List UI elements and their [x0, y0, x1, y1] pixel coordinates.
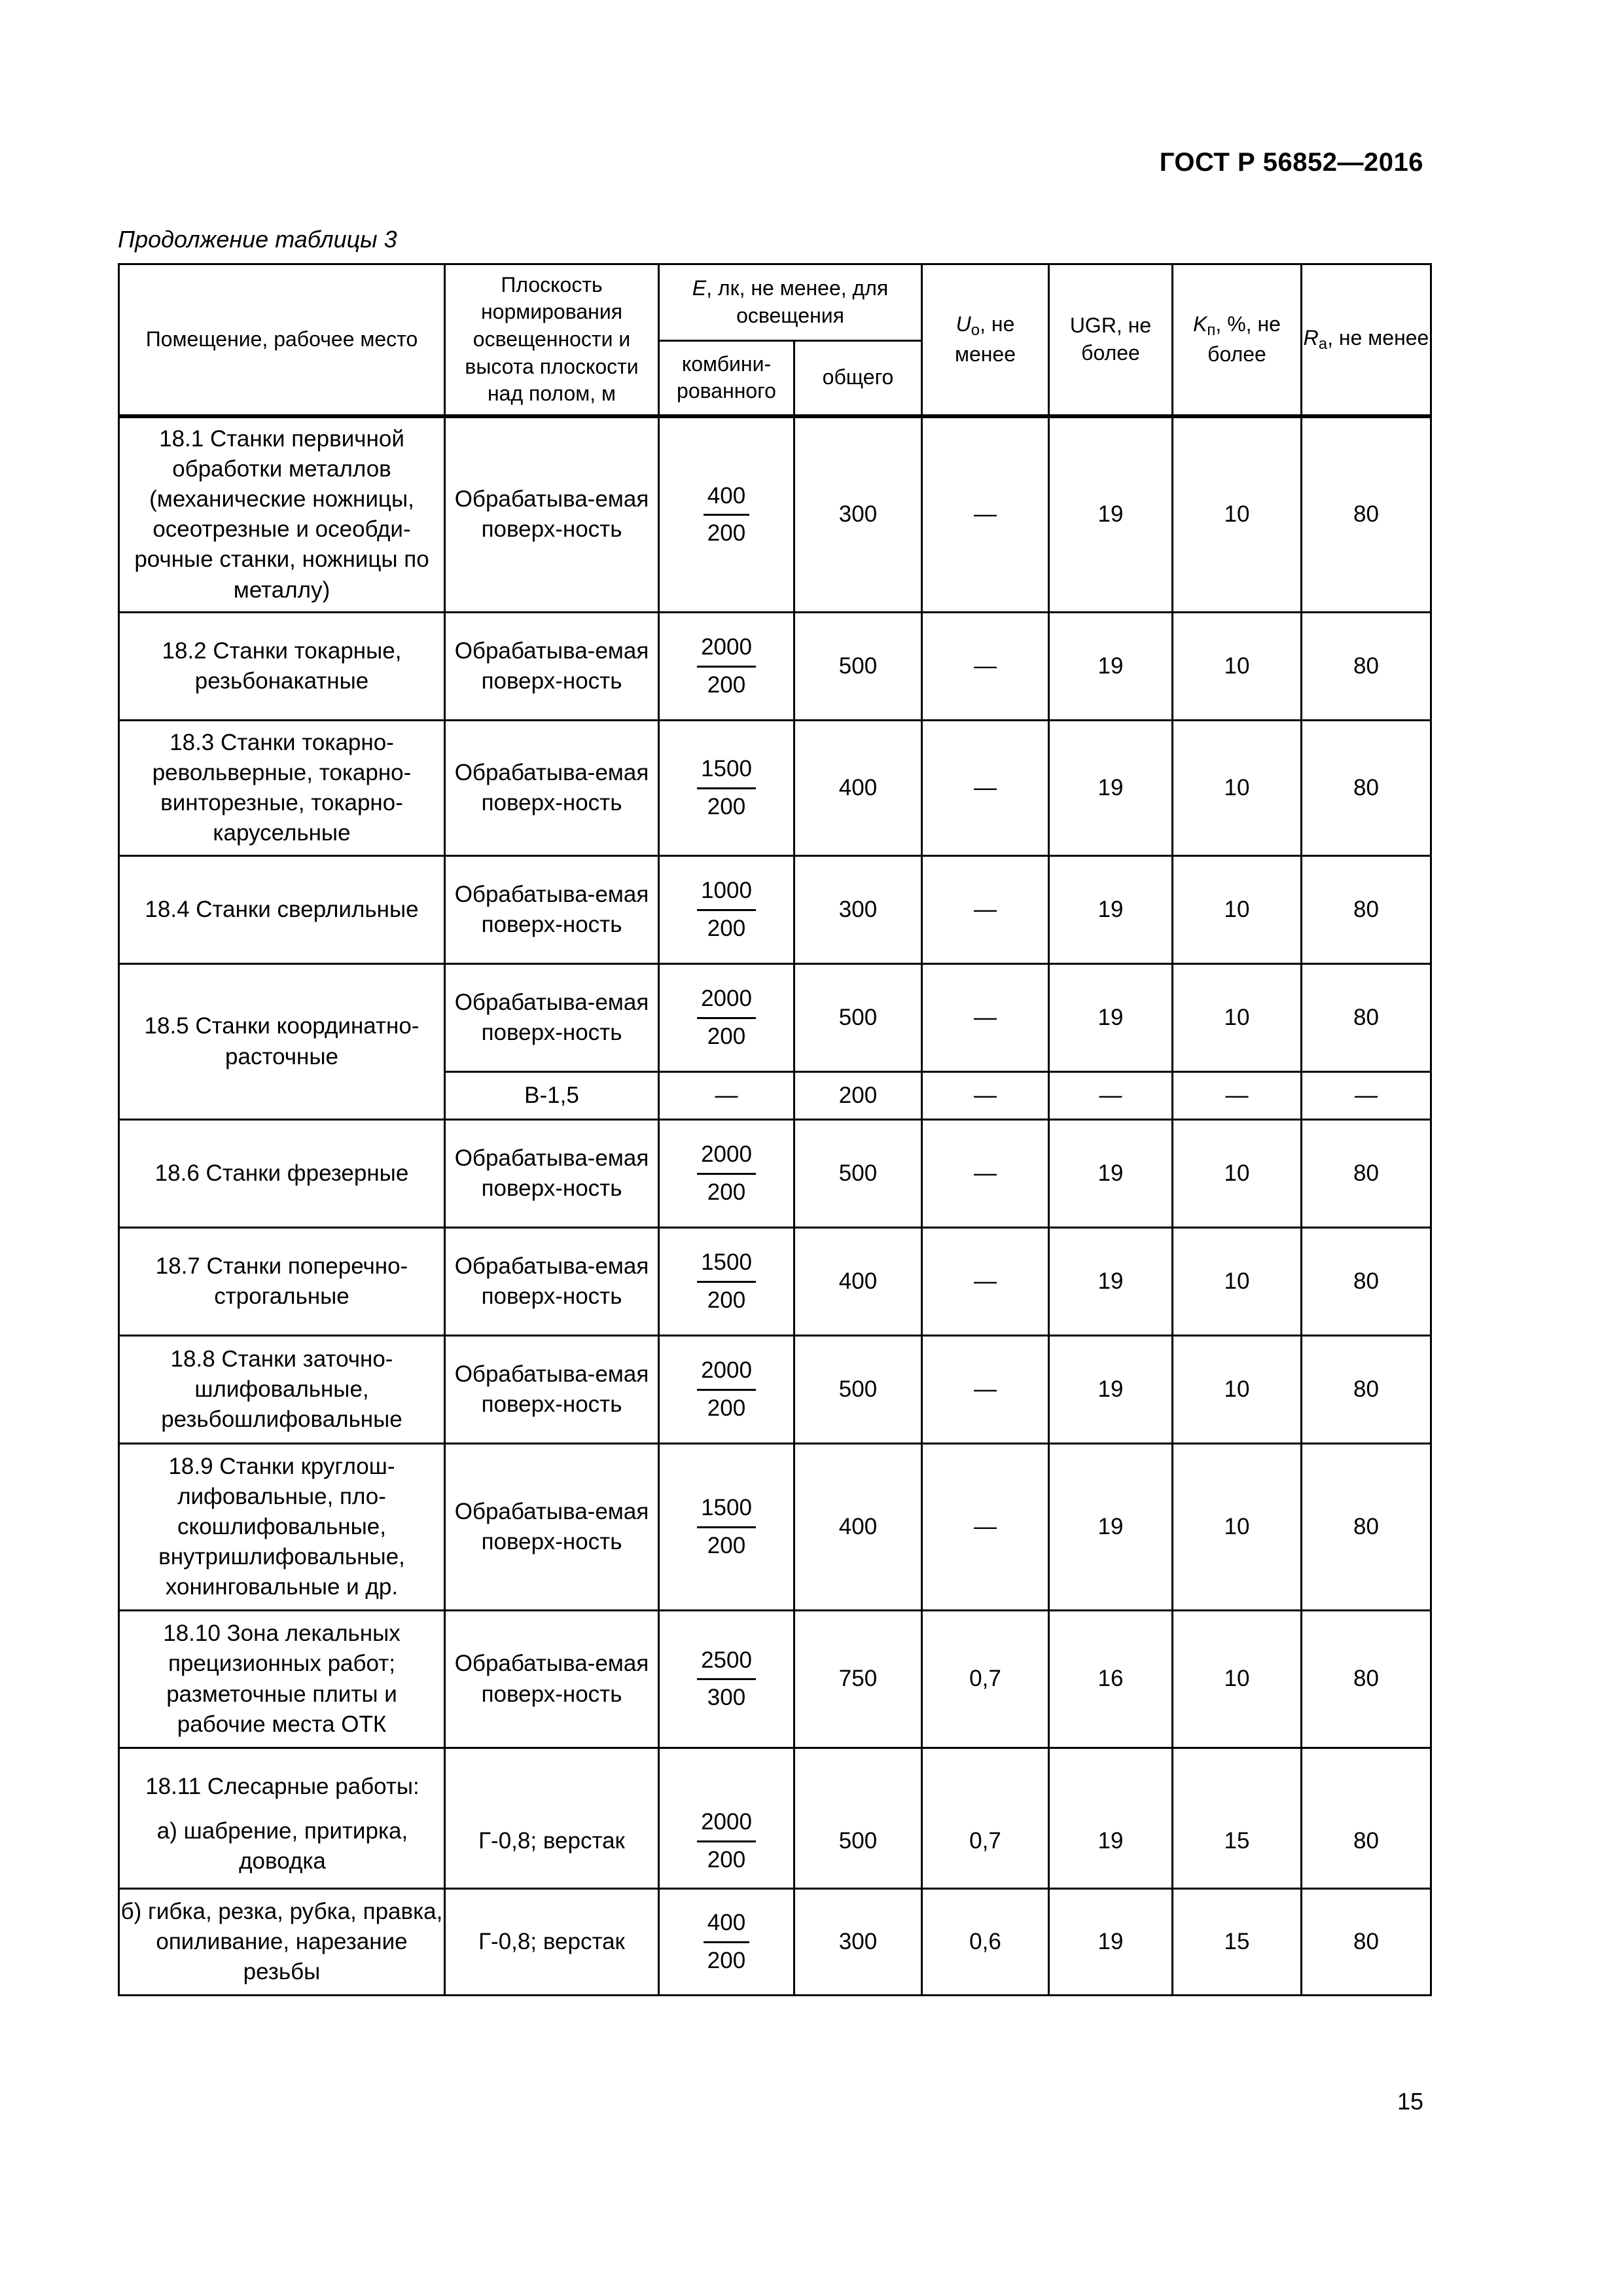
- cell-combined: [659, 1444, 794, 1611]
- cell-uo: —: [922, 856, 1049, 964]
- cell-uo: 0,7: [922, 1748, 1049, 1889]
- cell-ugr: 19: [1049, 1336, 1173, 1444]
- cell-room: б) гибка, резка, рубка, правка, опиливание, нарезание резьбы: [119, 1889, 445, 1996]
- cell-room: 18.1 Станки первичной обработки металлов (механические ножницы, осеотрезные и осеобди-рочные станки, ножницы по металлу): [119, 416, 445, 613]
- cell-general: 400: [794, 1228, 922, 1336]
- header-ra-label: , не менее: [1327, 326, 1429, 350]
- document-code: ГОСТ Р 56852—2016: [1159, 148, 1423, 177]
- cell-room: 18.6 Станки фрезерные: [119, 1120, 445, 1228]
- fraction-denominator: 200: [707, 672, 746, 698]
- cell-room: 18.5 Станки координатно-расточные: [119, 964, 445, 1120]
- fraction-numerator: 400: [704, 481, 749, 516]
- fraction-numerator: 2000: [697, 1139, 756, 1174]
- fraction: [697, 1645, 756, 1713]
- cell-ra: 80: [1302, 613, 1431, 721]
- fraction: [697, 1807, 756, 1874]
- cell-combined: [659, 856, 794, 964]
- fraction: [697, 984, 756, 1051]
- cell-kp: 10: [1173, 1336, 1302, 1444]
- cell-kp: 10: [1173, 1120, 1302, 1228]
- header-ra-symbol: R: [1303, 326, 1319, 350]
- cell-plane: В-1,5: [445, 1072, 659, 1120]
- header-e-label: , лк, не менее, для освещения: [706, 276, 889, 327]
- cell-room: 18.3 Станки токарно-револьверные, токарно-винторезные, токарно-карусельные: [119, 721, 445, 856]
- cell-ra: 80: [1302, 416, 1431, 613]
- cell-general: 500: [794, 613, 922, 721]
- header-uo-symbol: U: [955, 312, 971, 336]
- cell-kp: 10: [1173, 613, 1302, 721]
- cell-room: 18.9 Станки круглош-лифовальные, пло-скошлифовальные, внутришлифовальные, хонинговальные и др.: [119, 1444, 445, 1611]
- cell-ugr: 19: [1049, 613, 1173, 721]
- cell-plane: Обрабатыва-емая поверх-ность: [445, 721, 659, 856]
- cell-room: [119, 1748, 445, 1889]
- cell-ugr: 19: [1049, 1120, 1173, 1228]
- cell-kp: 10: [1173, 1444, 1302, 1611]
- fraction-denominator: 200: [707, 915, 746, 941]
- cell-plane: Обрабатыва-емая поверх-ность: [445, 1336, 659, 1444]
- header-uo-label: , не менее: [954, 312, 1016, 366]
- cell-general: 200: [794, 1072, 922, 1120]
- cell-general: 300: [794, 856, 922, 964]
- table-caption: Продолжение таблицы 3: [118, 226, 397, 253]
- header-general-label: общего: [822, 365, 894, 389]
- cell-kp: 10: [1173, 721, 1302, 856]
- header-e-symbol: E: [692, 276, 707, 300]
- cell-combined: [659, 964, 794, 1072]
- header-ra: [1302, 264, 1431, 416]
- cell-general: 500: [794, 964, 922, 1072]
- table-header: [119, 264, 1431, 416]
- cell-uo: —: [922, 964, 1049, 1072]
- cell-plane: Обрабатыва-емая поверх-ность: [445, 416, 659, 613]
- fraction-denominator: 200: [707, 1395, 746, 1421]
- cell-kp: 10: [1173, 964, 1302, 1072]
- cell-plane: Обрабатыва-емая поверх-ность: [445, 964, 659, 1072]
- table-row: [119, 1444, 1431, 1611]
- cell-ugr: 19: [1049, 1444, 1173, 1611]
- cell-uo: 0,6: [922, 1889, 1049, 1996]
- cell-ra: —: [1302, 1072, 1431, 1120]
- cell-room: 18.7 Станки поперечно-строгальные: [119, 1228, 445, 1336]
- cell-ra: 80: [1302, 721, 1431, 856]
- fraction: [697, 754, 756, 821]
- cell-combined: [659, 1748, 794, 1889]
- cell-plane: Обрабатыва-емая поверх-ность: [445, 1120, 659, 1228]
- fraction-numerator: 1500: [697, 1247, 756, 1282]
- table-row: [119, 1889, 1431, 1996]
- fraction: [697, 1247, 756, 1315]
- cell-ugr: 19: [1049, 1889, 1173, 1996]
- cell-general: 300: [794, 1889, 922, 1996]
- fraction-denominator: 200: [707, 1532, 746, 1558]
- cell-room: 18.4 Станки сверлильные: [119, 856, 445, 964]
- cell-plane: Обрабатыва-емая поверх-ность: [445, 613, 659, 721]
- fraction-numerator: 2500: [697, 1645, 756, 1680]
- cell-plane: Обрабатыва-емая поверх-ность: [445, 1611, 659, 1748]
- header-room: [119, 264, 445, 416]
- cell-general: 500: [794, 1120, 922, 1228]
- fraction: [697, 1355, 756, 1423]
- table-row: [119, 964, 1431, 1072]
- header-uo: [922, 264, 1049, 416]
- fraction-denominator: 200: [707, 1947, 746, 1973]
- cell-general: 750: [794, 1611, 922, 1748]
- header-combined: [659, 341, 794, 416]
- cell-room: 18.8 Станки заточно-шлифовальные, резьбошлифовальные: [119, 1336, 445, 1444]
- cell-ra: 80: [1302, 964, 1431, 1072]
- fraction-denominator: 200: [707, 1179, 746, 1205]
- page-number: 15: [1397, 2088, 1423, 2115]
- cell-combined: [659, 416, 794, 613]
- fraction-denominator: 300: [707, 1685, 746, 1710]
- header-ra-sub: a: [1318, 335, 1328, 353]
- header-kp-sub: п: [1207, 321, 1216, 340]
- fraction-numerator: 2000: [697, 1355, 756, 1390]
- table-body: [119, 416, 1431, 1996]
- cell-ugr: 16: [1049, 1611, 1173, 1748]
- cell-combined: [659, 1611, 794, 1748]
- cell-ra: 80: [1302, 1611, 1431, 1748]
- cell-combined: [659, 721, 794, 856]
- cell-ra: 80: [1302, 1748, 1431, 1889]
- header-illuminance: [659, 264, 922, 341]
- table-row: [119, 1748, 1431, 1889]
- cell-combined: [659, 1889, 794, 1996]
- table-row: [119, 1611, 1431, 1748]
- table-row: [119, 721, 1431, 856]
- cell-uo: 0,7: [922, 1611, 1049, 1748]
- cell-ugr: 19: [1049, 964, 1173, 1072]
- table-row: [119, 613, 1431, 721]
- fraction: [697, 1493, 756, 1560]
- cell-plane: Г-0,8; верстак: [445, 1889, 659, 1996]
- cell-plane: Г-0,8; верстак: [445, 1748, 659, 1889]
- header-ugr: [1049, 264, 1173, 416]
- cell-kp: 15: [1173, 1889, 1302, 1996]
- cell-kp: —: [1173, 1072, 1302, 1120]
- header-plane-label: Плоскость нормирования освещенности и высота плоскости над полом, м: [465, 272, 639, 406]
- cell-ugr: 19: [1049, 856, 1173, 964]
- cell-uo: —: [922, 1444, 1049, 1611]
- header-room-label: Помещение, рабочее место: [145, 327, 418, 351]
- table-row: [119, 416, 1431, 613]
- cell-ra: 80: [1302, 1889, 1431, 1996]
- header-combined-label: комбини-рованного: [677, 351, 776, 403]
- cell-combined: [659, 1120, 794, 1228]
- cell-general: 500: [794, 1336, 922, 1444]
- cell-ugr: 19: [1049, 1228, 1173, 1336]
- cell-plane: Обрабатыва-емая поверх-ность: [445, 1228, 659, 1336]
- cell-kp: 10: [1173, 416, 1302, 613]
- cell-ugr: —: [1049, 1072, 1173, 1120]
- cell-ugr: 19: [1049, 1748, 1173, 1889]
- cell-ra: 80: [1302, 1444, 1431, 1611]
- cell-uo: —: [922, 1228, 1049, 1336]
- cell-ra: 80: [1302, 1120, 1431, 1228]
- header-kp-label: , %, не более: [1207, 312, 1281, 366]
- fraction-numerator: 1500: [697, 754, 756, 789]
- cell-room: 18.2 Станки токарные, резьбонакатные: [119, 613, 445, 721]
- cell-general: 300: [794, 416, 922, 613]
- cell-kp: 15: [1173, 1748, 1302, 1889]
- lighting-norms-table: [118, 263, 1432, 1996]
- cell-kp: 10: [1173, 1228, 1302, 1336]
- cell-plane: Обрабатыва-емая поверх-ность: [445, 856, 659, 964]
- fraction-numerator: 1000: [697, 876, 756, 910]
- cell-general: 400: [794, 721, 922, 856]
- header-kp: [1173, 264, 1302, 416]
- table-row: [119, 1336, 1431, 1444]
- cell-combined: [659, 1336, 794, 1444]
- table-row: [119, 1228, 1431, 1336]
- cell-ra: 80: [1302, 856, 1431, 964]
- cell-plane: Обрабатыва-емая поверх-ность: [445, 1444, 659, 1611]
- cell-combined: [659, 1228, 794, 1336]
- fraction-numerator: 400: [704, 1908, 749, 1943]
- cell-uo: —: [922, 1072, 1049, 1120]
- fraction-numerator: 2000: [697, 632, 756, 667]
- cell-ugr: 19: [1049, 416, 1173, 613]
- sub-item-label: а) шабрение, притирка, доводка: [156, 1818, 408, 1874]
- fraction-denominator: 200: [707, 520, 746, 546]
- header-general: [794, 341, 922, 416]
- header-uo-sub: o: [971, 321, 980, 340]
- fraction: [704, 1908, 749, 1975]
- fraction: [697, 1139, 756, 1207]
- fraction: [697, 632, 756, 700]
- cell-ra: 80: [1302, 1336, 1431, 1444]
- cell-kp: 10: [1173, 1611, 1302, 1748]
- cell-uo: —: [922, 1336, 1049, 1444]
- group-title: 18.11 Слесарные работы:: [145, 1773, 419, 1799]
- cell-kp: 10: [1173, 856, 1302, 964]
- fraction-numerator: 2000: [697, 1807, 756, 1842]
- fraction: [704, 481, 749, 548]
- fraction-numerator: 1500: [697, 1493, 756, 1528]
- cell-ra: 80: [1302, 1228, 1431, 1336]
- cell-uo: —: [922, 721, 1049, 856]
- cell-general: 400: [794, 1444, 922, 1611]
- fraction-denominator: 200: [707, 1846, 746, 1873]
- fraction-denominator: 200: [707, 1287, 746, 1313]
- header-plane: [445, 264, 659, 416]
- table-row: [119, 1120, 1431, 1228]
- cell-uo: —: [922, 416, 1049, 613]
- cell-general: 500: [794, 1748, 922, 1889]
- fraction-numerator: 2000: [697, 984, 756, 1018]
- fraction: [697, 876, 756, 943]
- fraction-denominator: 200: [707, 793, 746, 819]
- fraction-denominator: 200: [707, 1023, 746, 1049]
- header-ugr-label: UGR, не более: [1069, 314, 1152, 365]
- table-row: [119, 856, 1431, 964]
- cell-uo: —: [922, 613, 1049, 721]
- cell-ugr: 19: [1049, 721, 1173, 856]
- cell-combined: —: [659, 1072, 794, 1120]
- header-kp-symbol: K: [1193, 312, 1207, 336]
- cell-uo: —: [922, 1120, 1049, 1228]
- cell-room: 18.10 Зона лекальных прецизионных работ; разметочные плиты и рабочие места ОТК: [119, 1611, 445, 1748]
- cell-combined: [659, 613, 794, 721]
